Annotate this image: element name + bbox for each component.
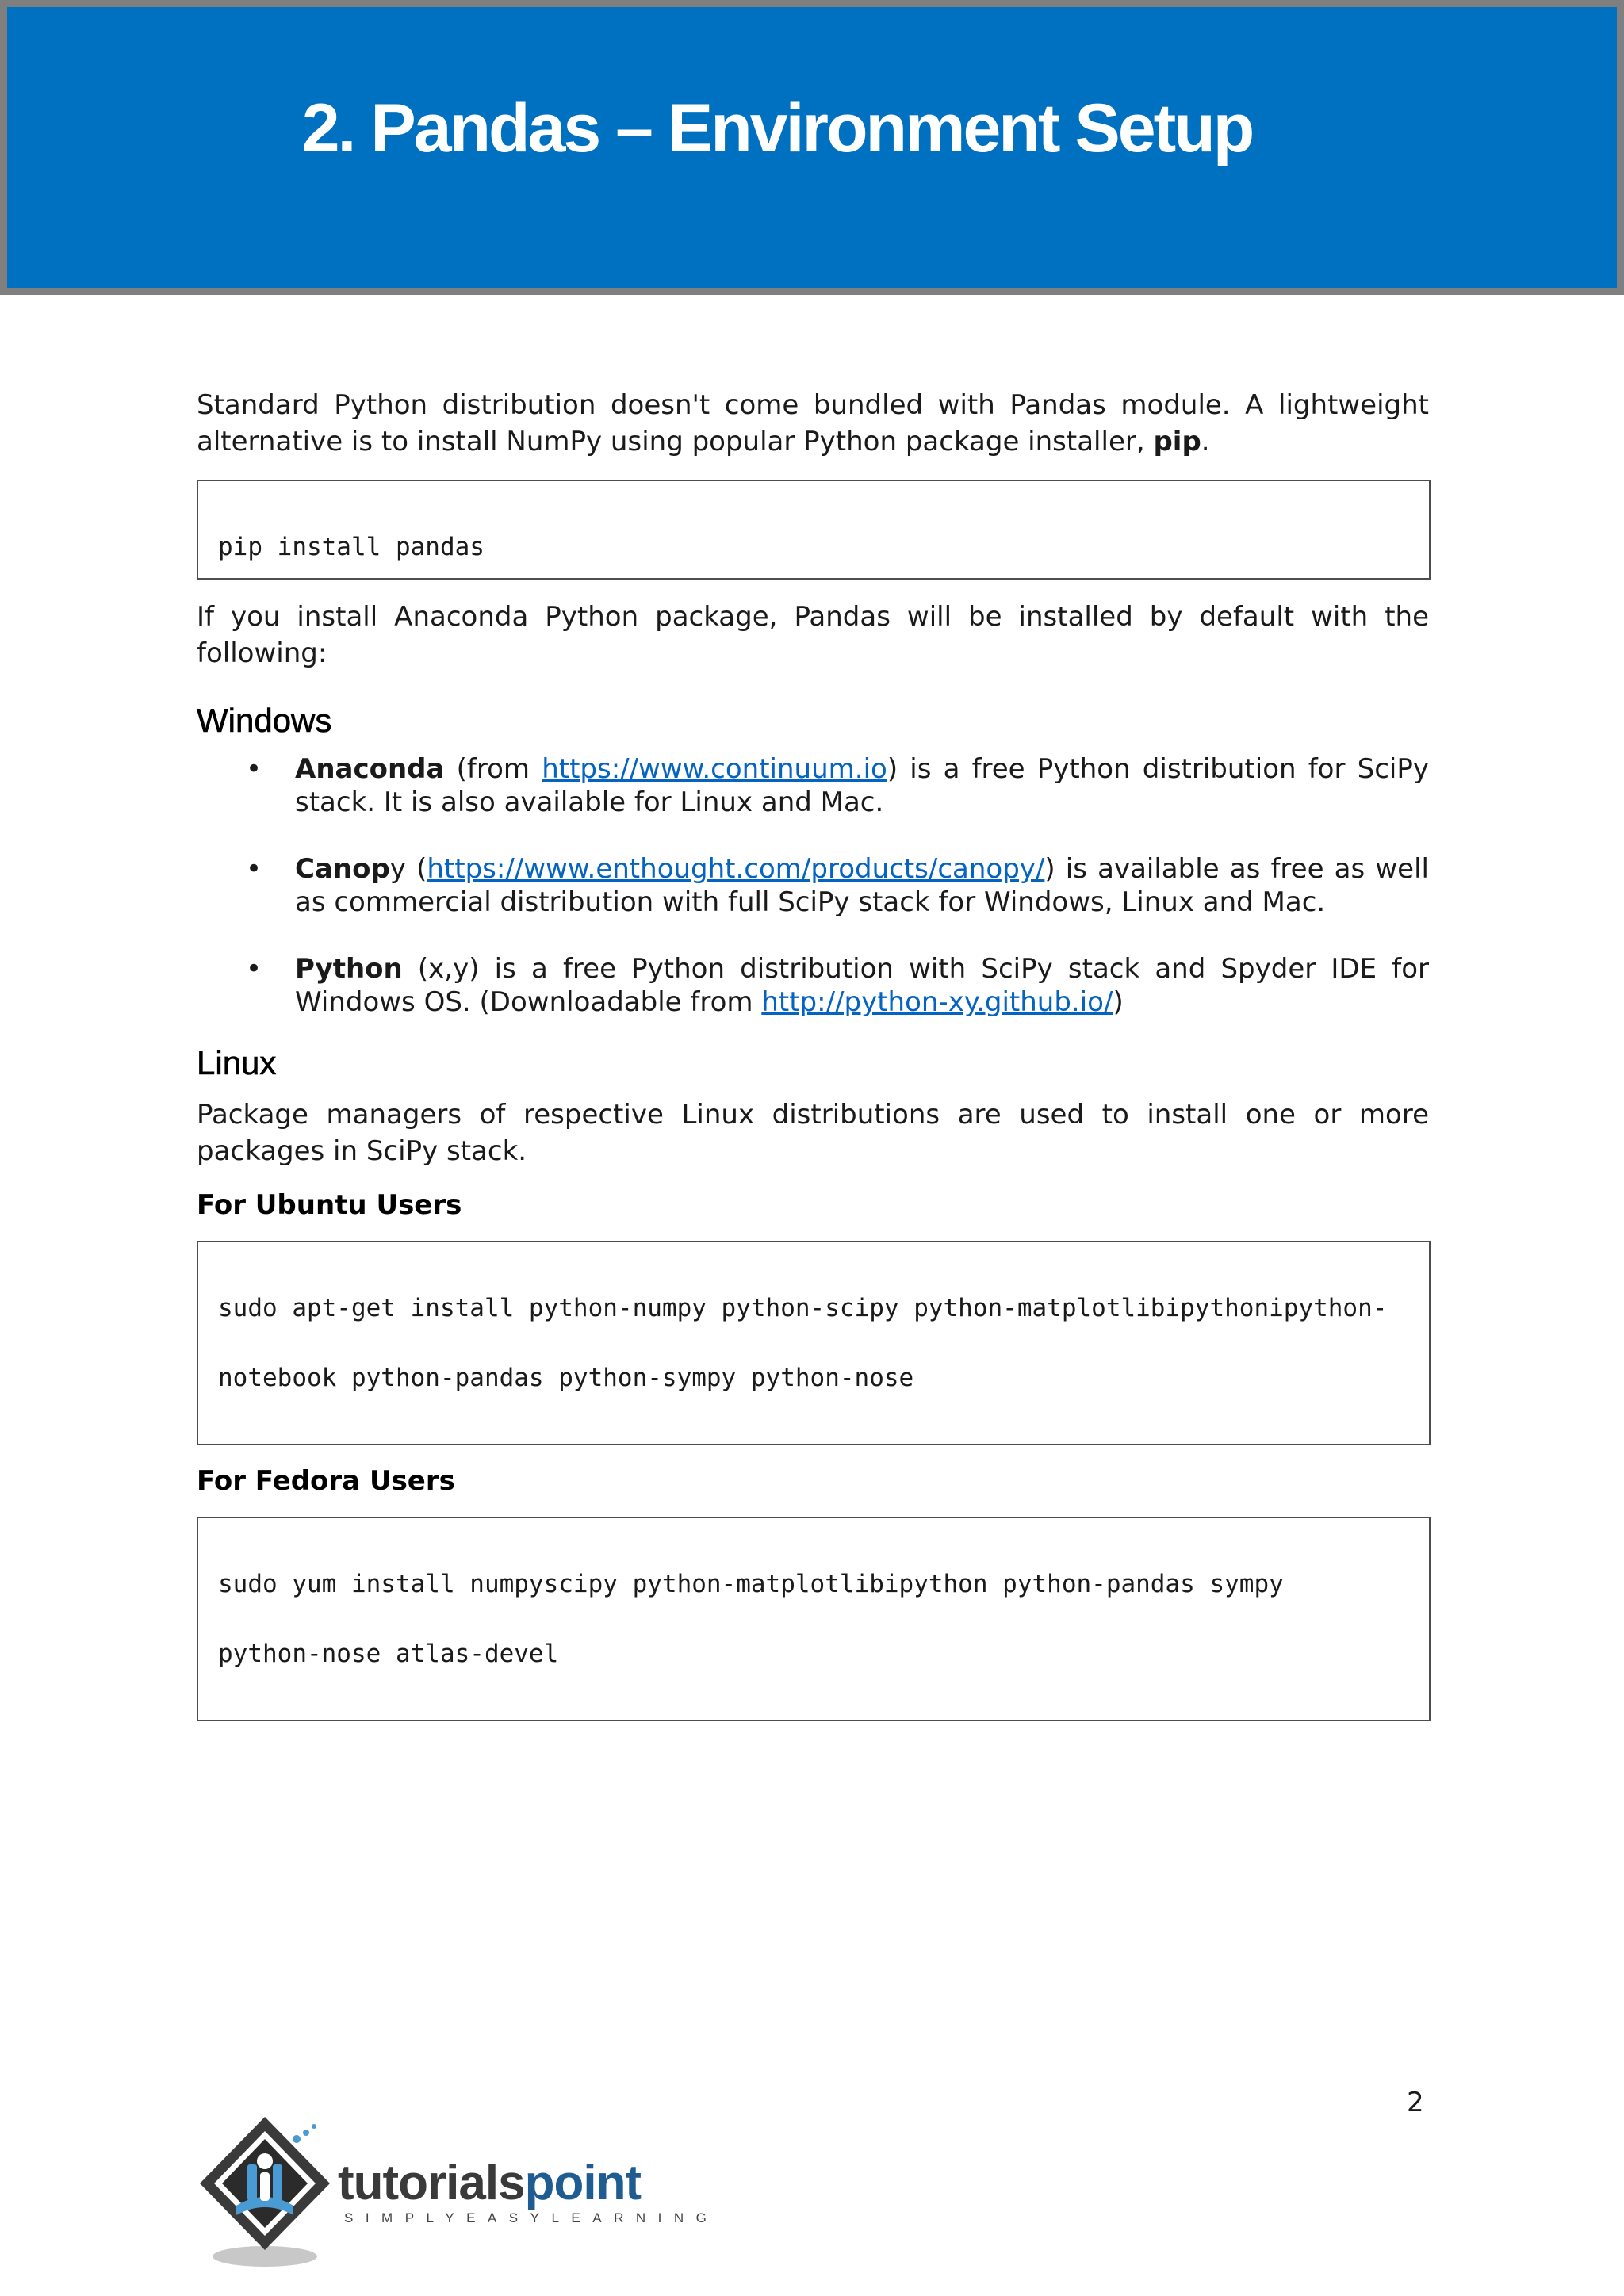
logo-tagline: SIMPLYEASYLEARNING [344,2210,719,2225]
linux-paragraph: Package managers of respective Linux distributions are used to install one or more packages in SciPy stack. [197,1099,1429,1167]
logo-wordmark [338,2155,641,2211]
tutorialspoint-logo [195,2112,719,2271]
code-line: python-nose atlas-devel [218,1640,559,1668]
list-item-bold: Canop [295,853,390,885]
anaconda-paragraph: If you install Anaconda Python package, Pandas will be installed by default with the following: [197,601,1429,669]
list-item-text-end: ) is a free Python distribution for SciPy stack. It is also available for Linux and Mac. [295,753,1429,818]
linux-heading: Linux [197,1044,277,1081]
list-item-text: y ( [389,853,427,885]
page-number: 2 [1407,2087,1424,2118]
link-continuum[interactable]: https://www.continuum.io [542,753,887,785]
list-item-text: (x,y) is a free Python distribution with SciPy stack and Spyder IDE for Windows OS. (Downloadable from [295,953,1429,1018]
link-python-xy[interactable]: http://python-xy.github.io/ [761,986,1113,1018]
list-item-text: (from [444,753,542,785]
ubuntu-heading: For Ubuntu Users [197,1189,462,1221]
windows-heading: Windows [197,702,332,739]
page-title: 2. Pandas – Environment Setup [301,90,1253,166]
logo-word-accent: point [524,2156,642,2210]
intro-bold: pip [1153,426,1201,457]
fedora-heading: For Fedora Users [197,1465,455,1497]
intro-text: Standard Python distribution doesn't come bundled with Pandas module. A lightweight alternative is to install NumPy using popular Python package installer, [197,389,1429,457]
list-item-bold: Python [295,953,403,985]
code-block-ubuntu [197,1241,1431,1445]
list-item-bold: Anaconda [295,753,445,785]
code-line: sudo yum install numpyscipy python-matplotlibipython python-pandas sympy [218,1570,1284,1598]
list-item-text-end: ) [1113,986,1124,1018]
code-pip-line: pip install pandas [218,533,485,561]
windows-distributions-list [197,752,1429,1019]
intro-paragraph [197,387,1429,460]
bullet-icon: • [246,953,262,985]
main-content [197,387,1429,1721]
code-block-pip [197,480,1431,580]
list-item-anaconda [197,752,1429,819]
list-item-text-end: ) is available as free as well as commercial distribution with full SciPy stack for Windows, Linux and Mac. [295,853,1429,918]
intro-text-end: . [1201,426,1210,457]
code-block-fedora [197,1517,1431,1721]
logo-word-main: tutorials [338,2156,525,2210]
bullet-icon: • [246,853,262,885]
code-line: sudo apt-get install python-numpy python-scipy python-matplotlibipythonipython- [218,1294,1388,1322]
logo-diamond-icon [195,2112,338,2271]
link-enthought[interactable]: https://www.enthought.com/products/canopy/ [427,853,1045,885]
list-item-python-xy [197,952,1429,1019]
list-item-canopy [197,852,1429,919]
code-line: notebook python-pandas python-sympy python-nose [218,1364,914,1392]
bullet-icon: • [246,753,262,785]
